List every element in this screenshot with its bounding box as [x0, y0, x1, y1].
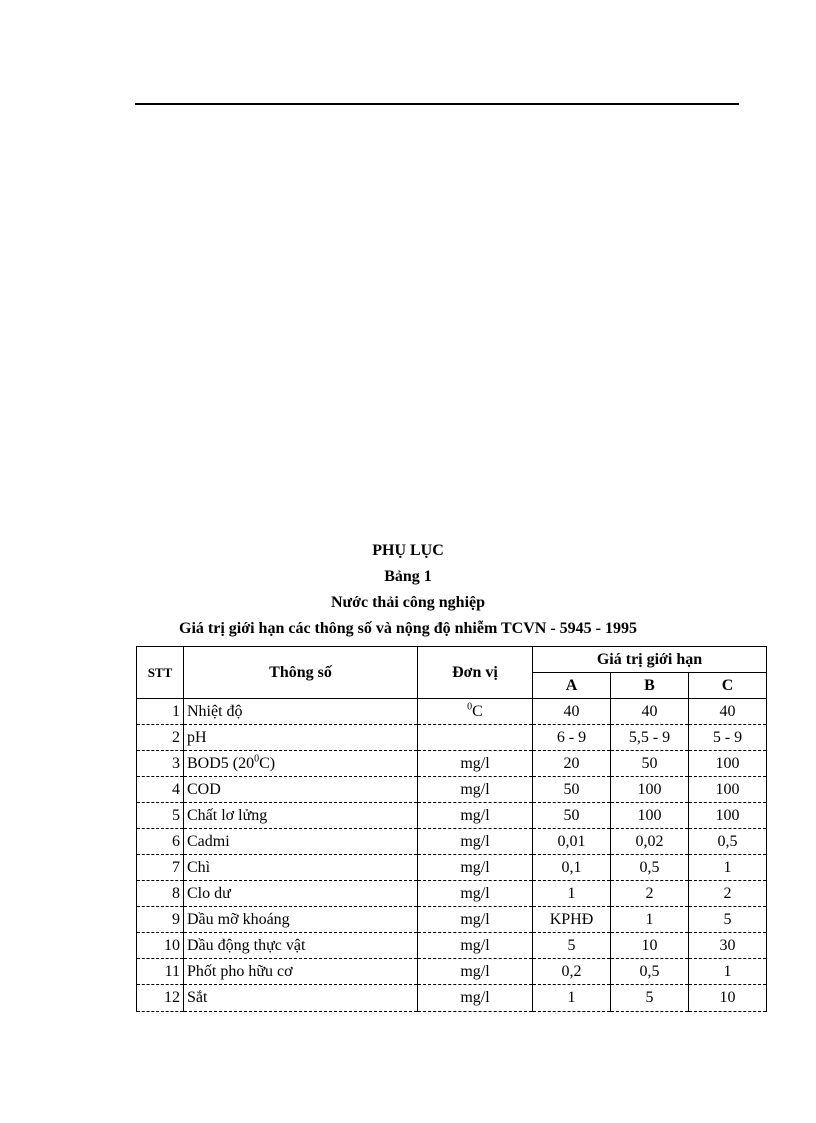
row-value-a: KPHĐ: [533, 907, 611, 933]
table-row: [137, 907, 767, 933]
row-parameter: [184, 777, 418, 803]
row-unit: [418, 959, 533, 985]
row-value-a: 20: [533, 751, 611, 777]
parameter-text: Cadmi: [187, 832, 230, 850]
parameter-text: Dầu mỡ khoáng: [187, 910, 290, 928]
table-row: [137, 803, 767, 829]
row-stt: 12: [137, 985, 184, 1012]
header-col-c: C: [689, 673, 767, 699]
header-unit: Đơn vị: [418, 647, 533, 699]
row-value-c: 1: [689, 855, 767, 881]
unit-text: mg/l: [460, 806, 490, 824]
row-parameter: [184, 959, 418, 985]
parameter-text: Phốt pho hữu cơ: [187, 962, 293, 980]
row-value-a: 6 - 9: [533, 725, 611, 751]
parameter-text: Dầu động thực vật: [187, 936, 306, 954]
row-value-c: 5 - 9: [689, 725, 767, 751]
row-value-c: 0,5: [689, 829, 767, 855]
row-parameter: [184, 985, 418, 1012]
row-parameter: [184, 907, 418, 933]
unit-text: mg/l: [460, 910, 490, 928]
row-value-b: 5: [611, 985, 689, 1012]
row-unit: [418, 829, 533, 855]
parameter-text: Chất lơ lửng: [187, 806, 268, 824]
row-value-a: 40: [533, 699, 611, 725]
table-header: [137, 647, 767, 699]
unit-text: mg/l: [460, 858, 490, 876]
header-parameter: Thông số: [184, 647, 418, 699]
row-parameter: [184, 829, 418, 855]
limits-table: [136, 646, 767, 1012]
row-value-b: 40: [611, 699, 689, 725]
row-value-c: 2: [689, 881, 767, 907]
table-row: [137, 777, 767, 803]
row-parameter: [184, 855, 418, 881]
unit-text: mg/l: [460, 936, 490, 954]
row-unit: [418, 777, 533, 803]
parameter-text: Sắt: [187, 989, 208, 1006]
appendix-title: PHỤ LỤC: [372, 542, 444, 559]
unit-text: mg/l: [460, 754, 490, 772]
header-stt: STT: [137, 647, 184, 699]
row-value-a: 50: [533, 803, 611, 829]
header-limit-group: Giá trị giới hạn: [533, 647, 767, 673]
row-stt: 3: [137, 751, 184, 777]
row-stt: 4: [137, 777, 184, 803]
row-parameter: [184, 933, 418, 959]
row-unit: [418, 907, 533, 933]
parameter-text: BOD5 (20: [187, 754, 255, 772]
row-value-a: 5: [533, 933, 611, 959]
unit-text: mg/l: [460, 780, 490, 798]
parameter-text: pH: [187, 728, 207, 746]
unit-text: C: [472, 702, 483, 720]
row-stt: 2: [137, 725, 184, 751]
parameter-text: Clo dư: [187, 884, 231, 902]
row-stt: 5: [137, 803, 184, 829]
row-value-c: 30: [689, 933, 767, 959]
table-caption-text: Giá trị giới hạn các thông số và nộng độ nhiễm TCVN - 5945 - 1995: [179, 620, 637, 637]
parameter-text: COD: [187, 780, 221, 798]
row-value-b: 0,5: [611, 855, 689, 881]
row-unit: [418, 881, 533, 907]
table-row: [137, 985, 767, 1012]
row-value-a: 0,2: [533, 959, 611, 985]
row-stt: 8: [137, 881, 184, 907]
row-value-b: 1: [611, 907, 689, 933]
header-col-a: A: [533, 673, 611, 699]
table-row: [137, 933, 767, 959]
table-caption: [0, 619, 816, 639]
row-value-b: 0,5: [611, 959, 689, 985]
row-value-c: 100: [689, 777, 767, 803]
unit-text: mg/l: [460, 989, 490, 1006]
row-value-b: 2: [611, 881, 689, 907]
table-row: [137, 751, 767, 777]
row-value-c: 100: [689, 803, 767, 829]
unit-superscript: 0: [467, 701, 473, 713]
row-value-a: 1: [533, 985, 611, 1012]
row-stt: 6: [137, 829, 184, 855]
row-value-b: 50: [611, 751, 689, 777]
row-unit: [418, 985, 533, 1012]
unit-text: mg/l: [460, 832, 490, 850]
table-row: [137, 829, 767, 855]
row-value-b: 0,02: [611, 829, 689, 855]
row-unit: [418, 933, 533, 959]
row-parameter: [184, 803, 418, 829]
row-unit: [418, 855, 533, 881]
table-row: [137, 699, 767, 725]
row-stt: 11: [137, 959, 184, 985]
row-stt: 7: [137, 855, 184, 881]
row-value-c: 10: [689, 985, 767, 1012]
row-value-b: 10: [611, 933, 689, 959]
table-body: [137, 699, 767, 1012]
row-unit: [418, 725, 533, 751]
row-stt: 10: [137, 933, 184, 959]
row-value-b: 5,5 - 9: [611, 725, 689, 751]
row-value-c: 5: [689, 907, 767, 933]
row-unit: [418, 751, 533, 777]
row-value-c: 100: [689, 751, 767, 777]
parameter-text-suffix: C): [259, 754, 276, 772]
row-parameter: [184, 725, 418, 751]
row-parameter: [184, 699, 418, 725]
table-row: [137, 959, 767, 985]
row-parameter: [184, 881, 418, 907]
parameter-text: Nhiệt độ: [187, 702, 243, 720]
row-value-b: 100: [611, 803, 689, 829]
header-col-b: B: [611, 673, 689, 699]
row-unit: [418, 803, 533, 829]
row-unit: [418, 699, 533, 725]
row-value-a: 0,01: [533, 829, 611, 855]
row-stt: 9: [137, 907, 184, 933]
parameter-superscript: 0: [254, 753, 260, 765]
row-value-b: 100: [611, 777, 689, 803]
row-value-a: 1: [533, 881, 611, 907]
row-stt: 1: [137, 699, 184, 725]
unit-text: mg/l: [460, 884, 490, 902]
row-value-c: 40: [689, 699, 767, 725]
header-rule: [135, 103, 739, 105]
table-number: Bảng 1: [384, 568, 432, 585]
table-subject: Nước thải công nghiệp: [330, 594, 486, 611]
unit-text: mg/l: [460, 962, 490, 980]
row-value-c: 1: [689, 959, 767, 985]
row-value-a: 50: [533, 777, 611, 803]
row-parameter: [184, 751, 418, 777]
parameter-text: Chì: [187, 858, 211, 876]
table-row: [137, 881, 767, 907]
table-row: [137, 725, 767, 751]
table-row: [137, 855, 767, 881]
row-value-a: 0,1: [533, 855, 611, 881]
